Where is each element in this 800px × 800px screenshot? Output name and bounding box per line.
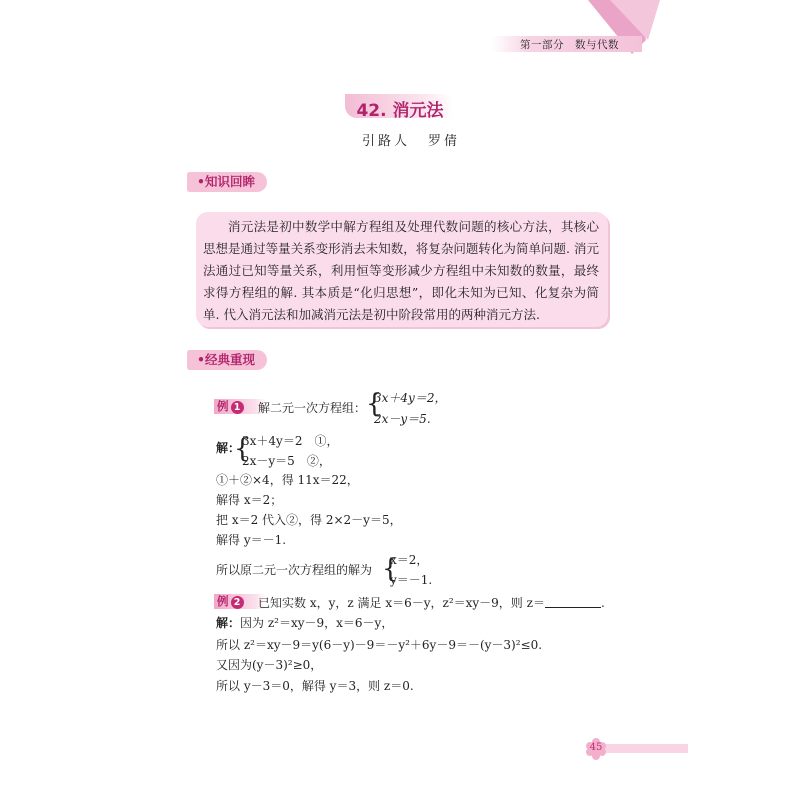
- author-line: [362, 130, 460, 149]
- example-2-solution-line-2: 所以 z²＝xy－9＝y(6－y)－9＝－y²＋6y－9＝－(y－3)²≤0.: [216, 638, 543, 652]
- example-2-solution-line-1: [216, 614, 393, 631]
- example-2-question: [258, 594, 605, 611]
- example-2-number-icon: 2: [231, 596, 244, 609]
- example-1-step-4: 解得 y＝－1.: [216, 533, 287, 547]
- corner-ribbon-decoration: [0, 0, 800, 60]
- example-1-question: 解二元一次方程组：: [258, 401, 367, 415]
- page-title: 42. 消元法: [356, 101, 444, 121]
- example-2-solution-text-1: 因为 z²＝xy－9，x＝6－y，: [240, 616, 394, 630]
- example-2-question-text: 已知实数 x，y，z 满足 x＝6－y，z²＝xy－9，则 z＝: [258, 596, 545, 610]
- page-number: 45: [589, 742, 603, 753]
- brace-icon: {: [234, 434, 251, 464]
- example-1-number-icon: 1: [231, 401, 244, 414]
- example-1-answer-1: x＝2，: [390, 553, 429, 567]
- section-label: 第一部分 数与代数: [520, 39, 619, 51]
- intro-paragraph: 消元法是初中数学中解方程组及处理代数问题的核心方法，其核心思想是通过等量关系变形消去未知数，将复杂问题转化为简单问题. 消元法通过已知等量关系，利用恒等变形减少方程组中未知数的数量，最终求得方程组的解. 其本质是“化归思想”，即化未知为已知、化复杂为简单. 代入消元法和加减消元法是初中阶段常用的两种消元方法.: [203, 219, 599, 322]
- example-2-solution-line-4: 所以 y－3＝0，解得 y＝3，则 z＝0.: [216, 679, 414, 693]
- example-1-equation-2: 2x－y＝5.: [374, 412, 431, 426]
- example-1-equation-1: 3x＋4y＝2，: [374, 391, 447, 405]
- example-1-answer-2: y＝－1.: [390, 573, 433, 587]
- example-1-step-3: 把 x＝2 代入②，得 2×2－y＝5，: [216, 513, 402, 527]
- author-label: 引路人: [362, 134, 411, 149]
- brace-icon: {: [366, 389, 383, 419]
- example-1-step-2: 解得 x＝2；: [216, 493, 283, 507]
- answer-blank: [545, 596, 601, 608]
- brace-icon: {: [382, 554, 399, 584]
- example-1-conclusion: 所以原二元一次方程组的解为: [216, 563, 373, 577]
- author-name: 罗倩: [428, 134, 461, 149]
- example-1-solution-eq-1: 3x＋4y＝2 ①，: [242, 434, 339, 448]
- example-1-solution-eq-2: 2x－y＝5 ②，: [242, 454, 331, 468]
- example-2-question-end: .: [600, 596, 605, 610]
- example-2-solution-line-3: 又因为(y－3)²≥0，: [216, 658, 323, 672]
- example-1-solution-label: 解：: [216, 441, 241, 455]
- example-1-badge-label: 例: [217, 399, 229, 413]
- example-2-badge-label: 例: [217, 594, 229, 608]
- example-2-solution-label: 解：: [216, 616, 241, 630]
- section-tag-classic: •经典重现: [187, 350, 267, 370]
- example-1-step-1: ①＋②×4，得 11x＝22，: [216, 473, 359, 487]
- section-tag-review: •知识回眸: [187, 172, 267, 192]
